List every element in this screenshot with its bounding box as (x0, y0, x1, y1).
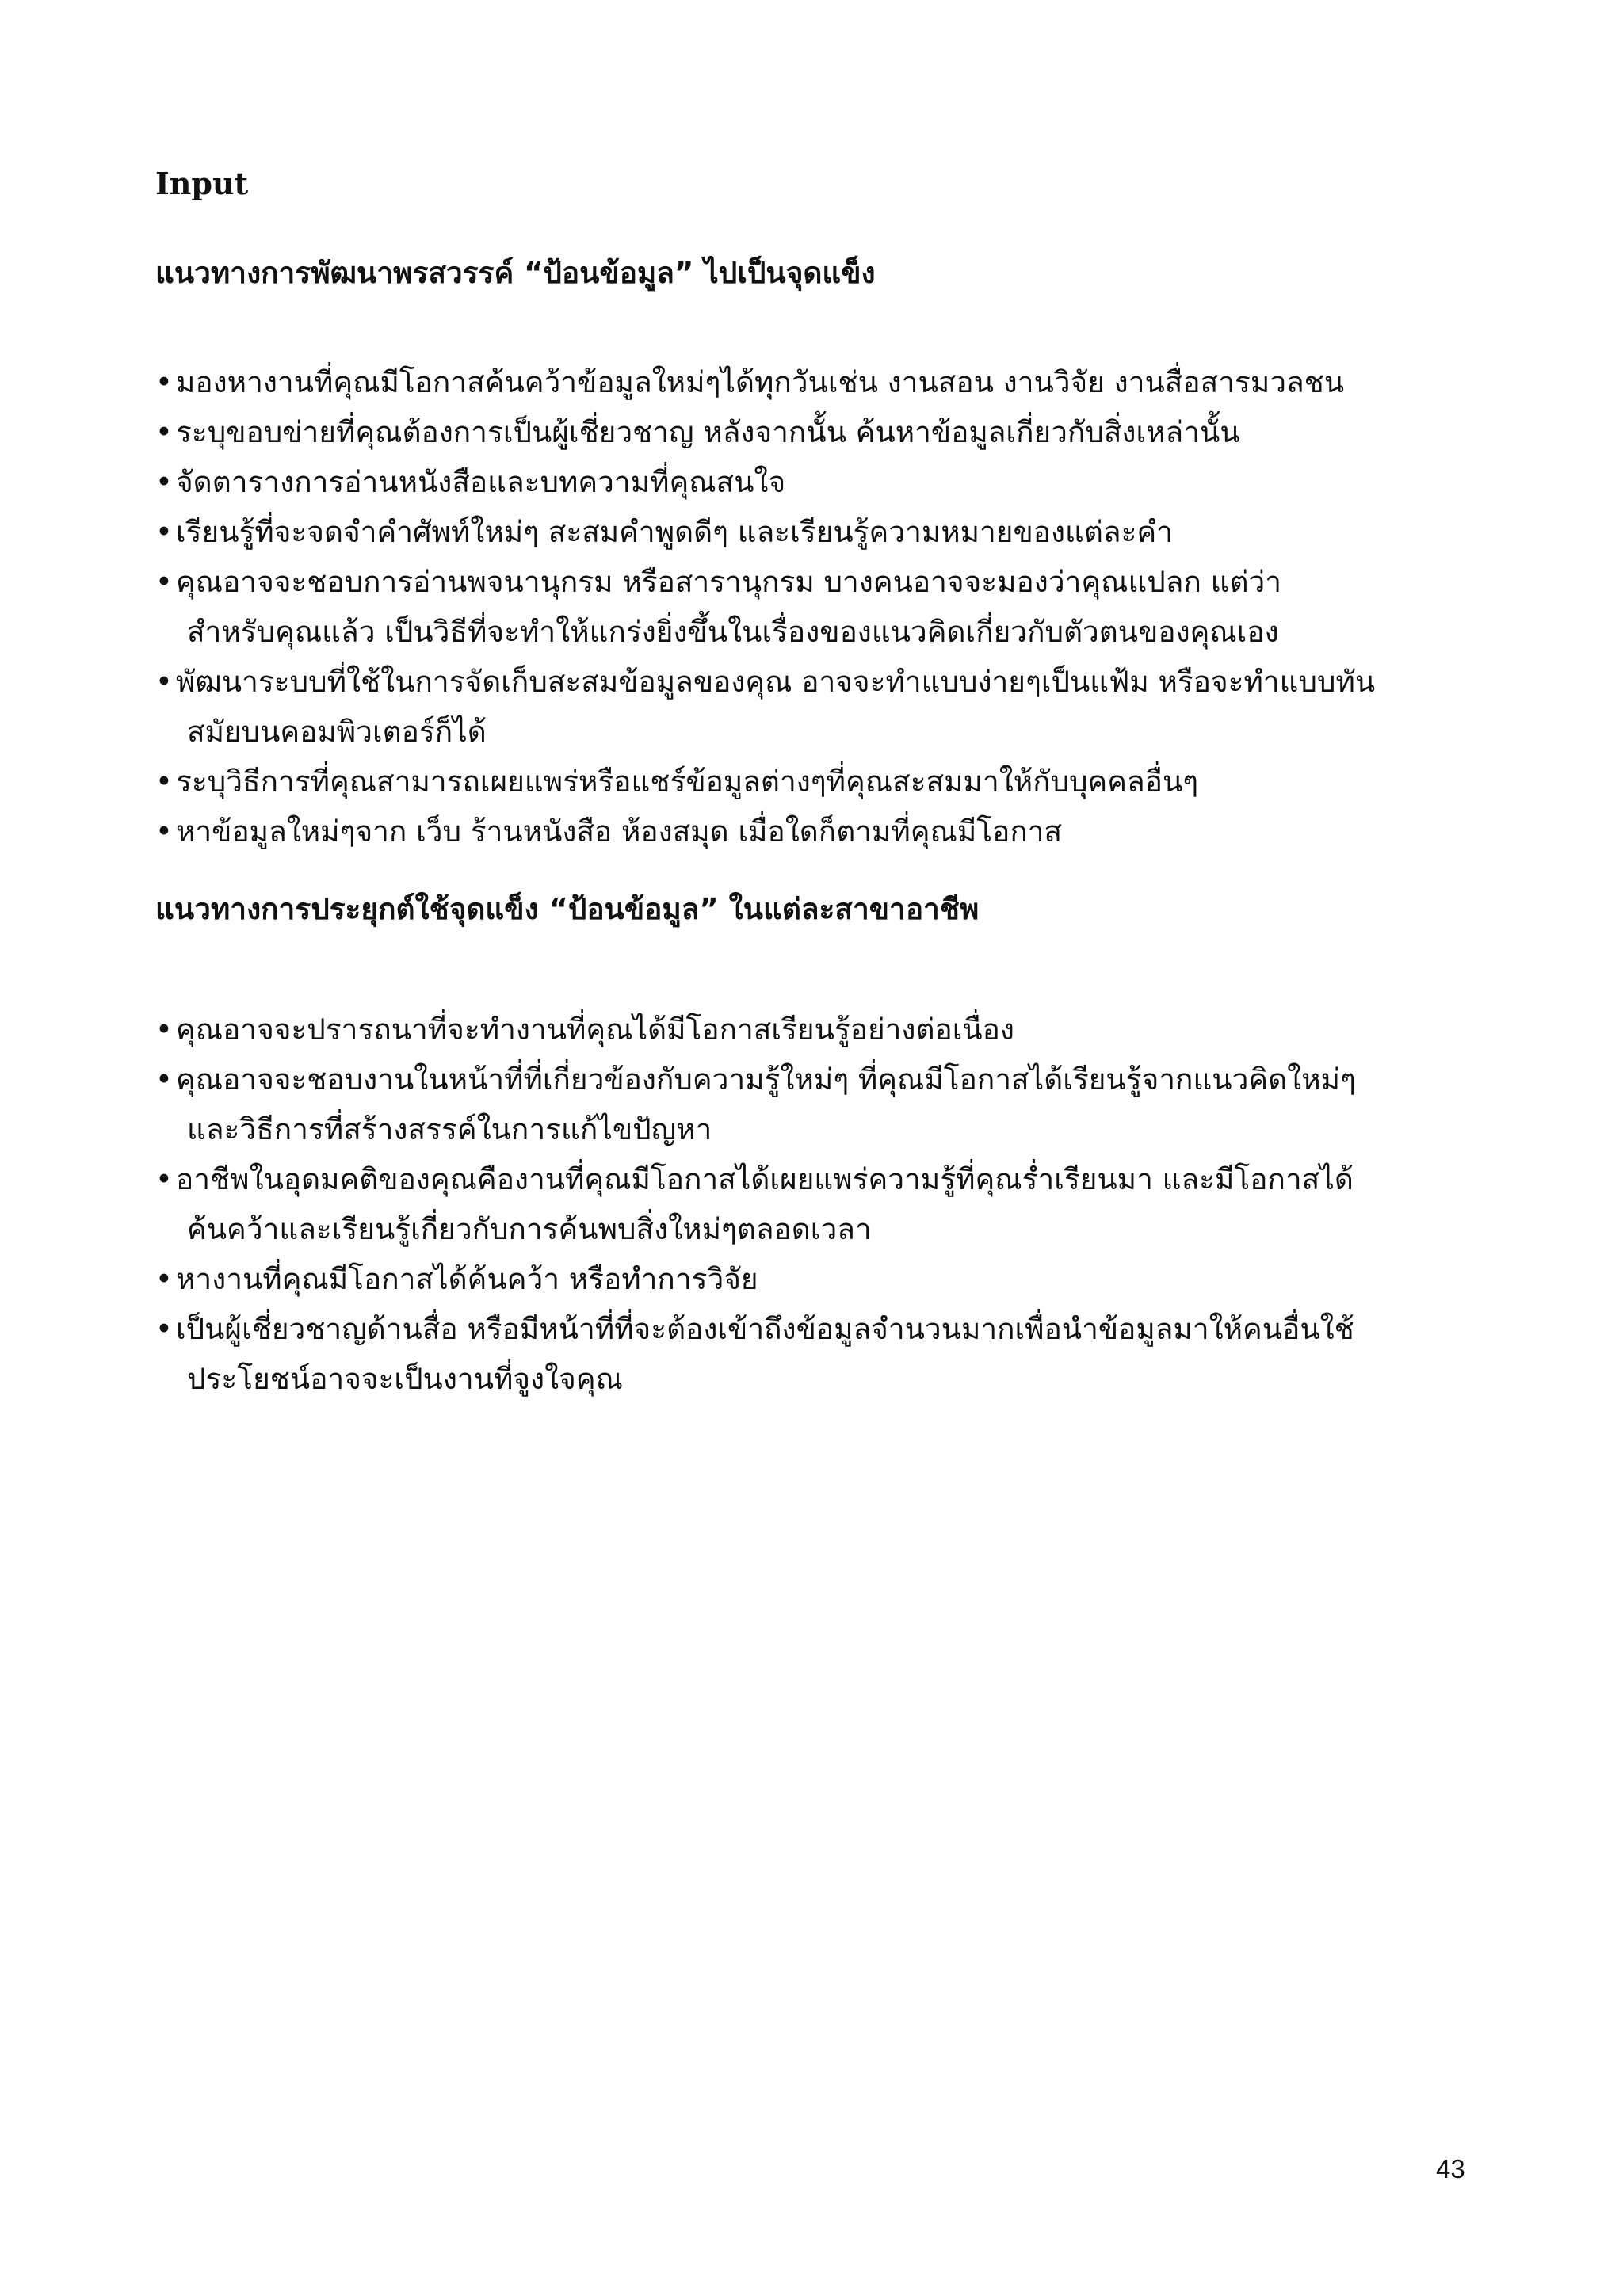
section-title: แนวทางการประยุกต์ใช้จุดแข็ง “ป้อนข้อมูล” ในแต่ละสาขาอาชีพ (155, 892, 980, 926)
list-item (155, 1154, 1503, 1254)
bullet-icon: • (155, 465, 173, 499)
bullet-icon: • (155, 665, 173, 699)
bullet-icon: • (155, 365, 173, 399)
input-heading: Input (155, 166, 249, 201)
list-item-text: พัฒนาระบบที่ใช้ในการจัดเก็บสะสมข้อมูลของคุณ อาจจะทำแบบง่ายๆเป็นแฟ้ม หรือจะทำแบบทัน (176, 665, 1376, 699)
bullet-icon: • (155, 814, 173, 849)
list-item-text: คุณอาจจะชอบงานในหน้าที่ที่เกี่ยวข้องกับความรู้ใหม่ๆ ที่คุณมีโอกาสได้เรียนรู้จากแนวคิดใหม่ๆ (176, 1062, 1356, 1097)
list-item-text: หาข้อมูลใหม่ๆจาก เว็บ ร้านหนังสือ ห้องสมุด เมื่อใดก็ตามที่คุณมีโอกาส (176, 814, 1063, 849)
bullet-icon: • (155, 765, 173, 799)
list-item-text: อาชีพในอุดมคติของคุณคืองานที่คุณมีโอกาสได้เผยแพร่ความรู้ที่คุณร่ำเรียนมา และมีโอกาสได้ (176, 1162, 1354, 1196)
list-item (155, 557, 1503, 657)
section-apply-strength (155, 886, 1503, 1404)
list-item-text: ระบุวิธีการที่คุณสามารถเผยแพร่หรือแชร์ข้อมูลต่างๆที่คุณสะสมมาให้กับบุคคลอื่นๆ (176, 765, 1199, 799)
list-item-text-continued: สำหรับคุณแล้ว เป็นวิธีที่จะทำให้แกร่งยิ่งขึ้นในเรื่องของแนวคิดเกี่ยวกับตัวตนของคุณเอง (187, 615, 1279, 649)
list-item-text: มองหางานที่คุณมีโอกาสค้นคว้าข้อมูลใหม่ๆได้ทุกวันเช่น งานสอน งานวิจัย งานสื่อสารมวลชน (176, 365, 1345, 399)
list-item-text: ระบุขอบข่ายที่คุณต้องการเป็นผู้เชี่ยวชาญ หลังจากนั้น ค้นหาข้อมูลเกี่ยวกับสิ่งเหล่านั้น (176, 415, 1240, 449)
list-item-text: หางานที่คุณมีโอกาสได้ค้นคว้า หรือทำการวิจัย (176, 1262, 758, 1296)
list-item-text: คุณอาจจะปรารถนาที่จะทำงานที่คุณได้มีโอกาสเรียนรู้อย่างต่อเนื่อง (176, 1013, 1014, 1047)
bullet-icon: • (155, 1262, 173, 1296)
list-item-text: เป็นผู้เชี่ยวชาญด้านสื่อ หรือมีหน้าที่ที่จะต้องเข้าถึงข้อมูลจำนวนมากเพื่อนำข้อมูลมาให้คนอื่นใช้ (176, 1312, 1354, 1346)
list-item (155, 657, 1503, 757)
list-item (155, 507, 1503, 557)
list-item (155, 807, 1503, 856)
list-item (155, 1254, 1503, 1304)
list-item (155, 407, 1503, 457)
list-item-text: จัดตารางการอ่านหนังสือและบทความที่คุณสนใจ (176, 465, 786, 499)
bullet-icon: • (155, 515, 173, 549)
section-title: แนวทางการพัฒนาพรสวรรค์ “ป้อนข้อมูล” ไปเป็นจุดแข็ง (155, 256, 876, 290)
list-item-text: คุณอาจจะชอบการอ่านพจนานุกรม หรือสารานุกรม บางคนอาจจะมองว่าคุณแปลก แต่ว่า (176, 565, 1282, 599)
section-develop-talent (155, 250, 1503, 856)
bullet-list (155, 1005, 1503, 1404)
bullet-icon: • (155, 1162, 173, 1196)
list-item (155, 1055, 1503, 1154)
list-item (155, 757, 1503, 807)
list-item-text-continued: ค้นคว้าและเรียนรู้เกี่ยวกับการค้นพบสิ่งใหม่ๆตลอดเวลา (187, 1212, 872, 1246)
page-number: 43 (1436, 2154, 1465, 2183)
list-item (155, 457, 1503, 507)
list-item-text-continued: ประโยชน์อาจจะเป็นงานที่จูงใจคุณ (187, 1362, 623, 1396)
list-item (155, 1304, 1503, 1404)
bullet-icon: • (155, 415, 173, 449)
list-item (155, 357, 1503, 407)
list-item (155, 1005, 1503, 1055)
list-item-text-continued: สมัยบนคอมพิวเตอร์ก็ได้ (187, 715, 487, 749)
bullet-icon: • (155, 1013, 173, 1047)
bullet-icon: • (155, 1062, 173, 1097)
bullet-list (155, 357, 1503, 856)
list-item-text: เรียนรู้ที่จะจดจำคำศัพท์ใหม่ๆ สะสมคำพูดดีๆ และเรียนรู้ความหมายของแต่ละคำ (176, 515, 1173, 549)
bullet-icon: • (155, 1312, 173, 1346)
bullet-icon: • (155, 565, 173, 599)
list-item-text-continued: และวิธีการที่สร้างสรรค์ในการแก้ไขปัญหา (187, 1112, 712, 1146)
